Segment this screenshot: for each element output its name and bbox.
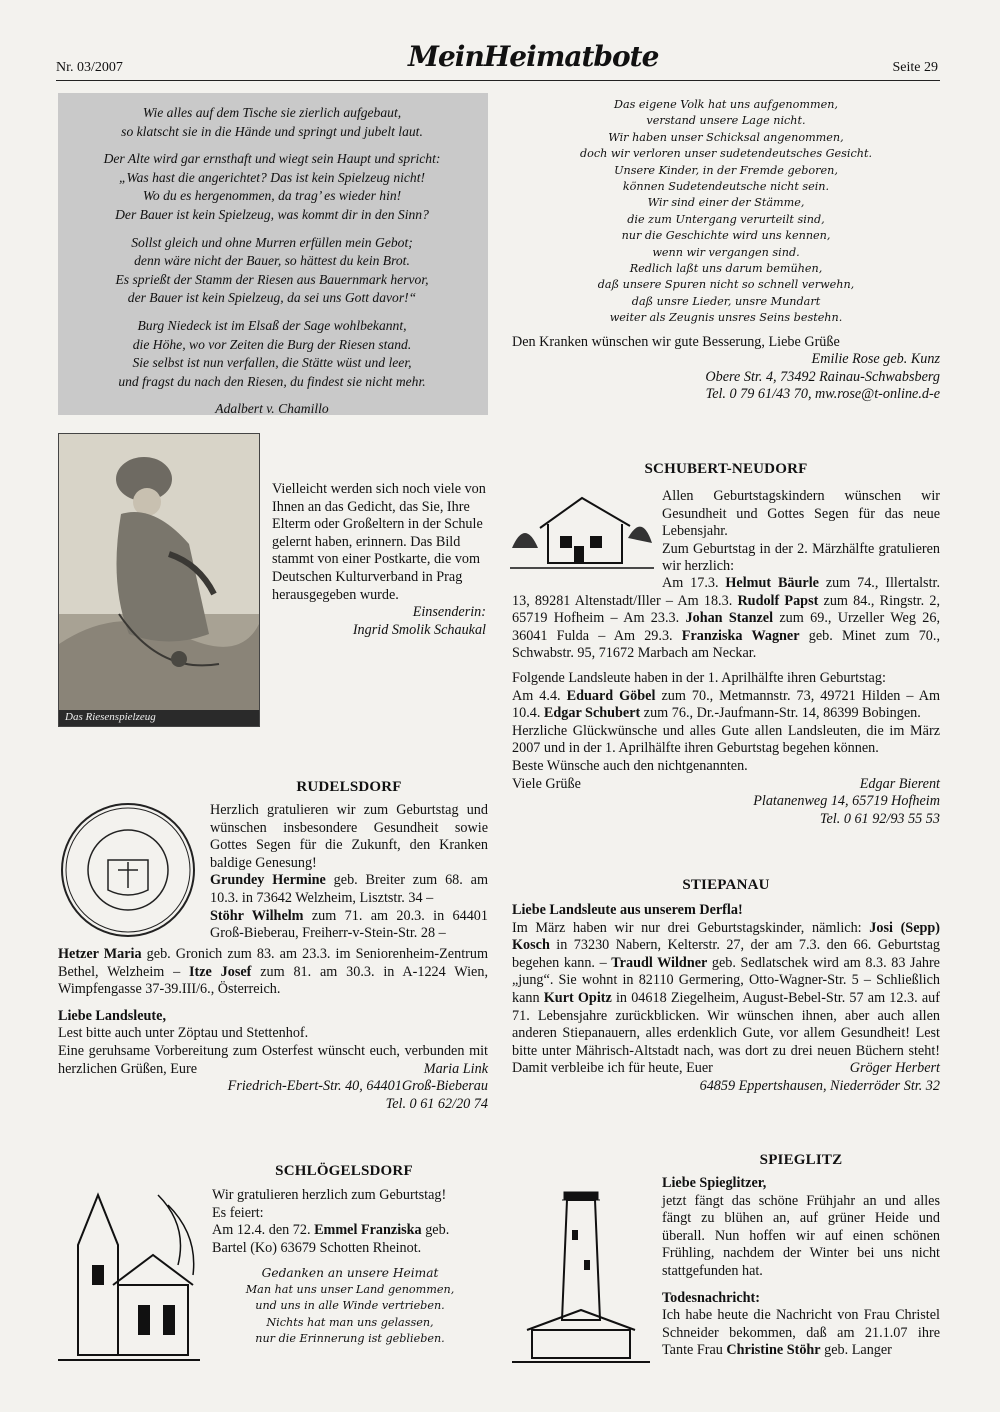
- right-poem-line: doch wir verloren unser sudetendeutsches Gesicht.: [579, 147, 873, 161]
- signature-phone: Tel. 0 61 62/20 74: [385, 1095, 488, 1112]
- section-title-rudelsdorf: RUDELSDORF: [296, 779, 402, 795]
- poem-line: die Höhe, wo vor Zeiten die Burg der Riesen stand.: [132, 336, 412, 352]
- birthday-name: Stöhr Wilhelm: [210, 907, 304, 924]
- poem-line: denn wäre nicht der Bauer, so hättest du kein Brot.: [134, 253, 410, 269]
- right-poem-line: Wir haben unser Schicksal angenommen,: [608, 130, 844, 144]
- right-poem-line: Das eigene Volk hat uns aufgenommen,: [614, 98, 838, 111]
- signature-name: Emilie Rose geb. Kunz: [811, 351, 940, 368]
- spieglitz-greeting: Liebe Spieglitzer,: [662, 1175, 767, 1191]
- heimat-poem-line: nur die Erinnerung ist geblieben.: [255, 1332, 445, 1345]
- signature-name: Edgar Bierent: [859, 775, 940, 792]
- poem-line: Es sprießt der Stamm der Riesen aus Bauernmark hervor,: [115, 271, 429, 287]
- stiepanau-text: geb. Sedlatschek wird am 8.3. 83 Jahre „jung“. Sie wohnt in 82110 Germering, Otto-Wagner-Str. 5 – Schließlich kann: [512, 954, 940, 1006]
- tower-icon: [512, 1170, 650, 1370]
- birthday-name: Eduard Göbel: [566, 687, 656, 704]
- poem-line: Der Alte wird gar ernsthaft und wiegt sein Haupt und spricht:: [103, 151, 441, 167]
- signature-phone: Tel. 0 79 61/43 70, mw.rose@t-online.d-e: [705, 386, 940, 403]
- right-poem-line: Unsere Kinder, in der Fremde geboren,: [614, 163, 838, 177]
- schubert-best-wishes: Beste Wünsche auch den nichtgenannten.: [512, 757, 748, 774]
- rudelsdorf-intro: Herzlich gratulieren wir zum Geburtstag und wünschen insbesondere Gesundheit sowie Gottes Segen für die Zukunft, den Kranken baldige Genesung!: [210, 802, 488, 871]
- poem-line: Der Bauer ist kein Spielzeug, was kommt dir in den Sinn?: [115, 206, 429, 222]
- right-poem-line: daß unsre Lieder, unsre Mundart: [631, 294, 821, 308]
- poem-line: Sollst gleich und ohne Murren erfüllen mein Gebot;: [131, 234, 413, 250]
- birthday-details: Am 12.4. den 72.: [212, 1222, 315, 1239]
- right-poem-line: nur die Geschichte wird uns kennen,: [621, 229, 831, 243]
- signature-name: Maria Link: [423, 1060, 488, 1077]
- heimat-poem-line: Nichts hat man uns gelassen,: [266, 1315, 434, 1329]
- postcard-image: [58, 433, 260, 727]
- schloegelsdorf-intro: Wir gratulieren herzlich zum Geburtstag!: [212, 1187, 447, 1203]
- poem-line: und fragst du nach den Riesen, du findest sie nicht mehr.: [118, 373, 426, 389]
- rudelsdorf-body-top: [210, 802, 488, 943]
- right-poem-line: Redlich laßt uns darum bemühen,: [629, 262, 823, 276]
- right-poem-line: können Sudetendeutsche nicht sein.: [622, 180, 830, 194]
- postcard-text: Vielleicht werden sich noch viele von Ihnen an das Gedicht, das Sie, Ihre Elterm oder Großeltern in der Schule gelernt haben, erinnern. Das Bild stammt von einer Postkarte, die vom Deutschen Kulturverband in Prag herausgegeben wurde.: [272, 481, 486, 603]
- signature-address: 64859 Eppertshausen, Niederröder Str. 32: [699, 1077, 940, 1094]
- poem-line: Wo du es hergenommen, da trag’ es wieder hin!: [142, 188, 402, 204]
- schubert-body-top: [662, 488, 940, 576]
- schubert-greeting: Viele Grüße: [512, 775, 581, 792]
- schubert-congrats: Herzliche Glückwünsche und alles Gute allen Landsleuten, die im März 2007 und in der 1. Aprilhälfte ihren Geburtstag begehen können.: [512, 722, 940, 757]
- birthday-details: Am 4.4.: [512, 687, 567, 704]
- rudelsdorf-body-bottom: [58, 946, 488, 1113]
- schloegelsdorf-title-wrap: [200, 1163, 488, 1180]
- birthday-details: geb. Minet zum 70., Schwabstr. 95, 71672 Marbach am Neckar.: [512, 627, 940, 662]
- farmhouse-icon: [510, 488, 654, 576]
- birthday-details: zum 70., Metmannstr. 73, 49721 Hilden – Am 10.4.: [512, 687, 940, 722]
- schubert-intro: Zum Geburtstag in der 2. Märzhälfte gratulieren wir herzlich:: [662, 540, 940, 575]
- right-poem-line: wenn wir vergangen sind.: [652, 245, 800, 259]
- header-rule: [56, 80, 940, 81]
- rudelsdorf-body-1: Lest bitte auch unter Zöptau und Stettenhof.: [58, 1025, 309, 1042]
- birthday-name: Traudl Wildner: [611, 954, 708, 971]
- signature-address: Obere Str. 4, 73492 Rainau-Schwabsberg: [705, 368, 940, 385]
- heimat-poem-line: Man hat uns unser Land genommen,: [245, 1282, 455, 1296]
- right-poem-line: weiter als Zeugnis unsres Seins bestehn.: [609, 311, 843, 325]
- birthday-name: Itze Josef: [189, 963, 252, 980]
- birthday-details: geb.: [421, 1222, 450, 1239]
- deceased-name: Christine Stöhr: [726, 1342, 821, 1359]
- schubert-april-intro: Folgende Landsleute haben in der 1. Aprilhälfte ihren Geburtstag:: [512, 669, 886, 686]
- death-notice-text: Ich habe heute die Nachricht von Frau Christel Schneider bekommen, daß am 21.1.07 ihre Tante Frau: [662, 1307, 940, 1359]
- poem-line: Burg Niedeck ist im Elsaß der Sage wohlbekannt,: [137, 317, 407, 333]
- sender-label: Einsenderin:: [412, 604, 486, 621]
- poem-line: Sie selbst ist nun verfallen, die Stätte wüst und leer,: [132, 355, 412, 371]
- right-poem-wish: Den Kranken wünschen wir gute Besserung, Liebe Grüße: [512, 333, 840, 350]
- section-title-schubert-neudorf: SCHUBERT-NEUDORF: [644, 461, 808, 477]
- section-title-spieglitz: SPIEGLITZ: [759, 1152, 843, 1168]
- birthday-details: zum 71. am 20.3. in 64401 Groß-Bieberau, Freiherr-v-Stein-Str. 28 –: [210, 907, 488, 942]
- church-icon: [58, 1185, 200, 1363]
- birthday-details: geb. Gronich zum 83. am 23.3. im Seniorenheim-Zentrum Bethel, Welzheim –: [58, 946, 488, 980]
- stiepanau-text: in 04618 Ziegelheim, August-Bebel-Str. 57 am 12.3. auf 71. Lebensjahre zurückblicken. Wir wünschen ihnen, aber auch allen anderen Stiepanauern, alles erdenklich Gute, vor allem Gesundheit! Lest bitte unter Mährisch-Altstadt nach, was dort zu drei neuen Büchern steht! Damit verbleibe ich für heute, Euer: [512, 989, 940, 1077]
- poem-line: der Bauer ist kein Spielzeug, da sei uns Gott davor!“: [127, 290, 417, 306]
- house-drawing: [510, 488, 654, 576]
- birthday-details: zum 76., Dr.-Jaufmann-Str. 14, 86399 Bobingen.: [640, 705, 921, 722]
- postcard-caption: Das Riesenspielzeug: [65, 711, 156, 723]
- birthday-details: Am 17.3.: [662, 575, 726, 591]
- birthday-name: Edgar Schubert: [543, 705, 641, 722]
- schubert-body: [512, 575, 940, 828]
- schubert-wish: Allen Geburtstagskindern wünschen wir Gesundheit und Gottes Segen für das neue Lebensjahr.: [662, 488, 940, 540]
- spieglitz-title-wrap: [662, 1152, 940, 1169]
- stiepanau-greeting: Liebe Landsleute aus unserem Derfla!: [512, 902, 743, 918]
- postcard-note: [272, 481, 486, 639]
- schloegelsdorf-line4: Bartel (Ko) 63679 Schotten Rheinot.: [212, 1239, 422, 1256]
- heimat-poem-title: Gedanken an unsere Heimat: [261, 1266, 439, 1281]
- signature-phone: Tel. 0 61 92/93 55 53: [819, 810, 940, 827]
- birthday-name: Kurt Opitz: [543, 989, 612, 1006]
- stiepanau-text: in 73230 Nabern, Kelterstr. 27, der am 7.3. den 66. Geburtstag begehen kann. –: [512, 937, 940, 971]
- birthday-details: geb. Breiter zum 68. am 10.3. in 73642 Welzheim, Lisztstr. 34 –: [210, 872, 488, 906]
- rudelsdorf-body-2: Eine geruhsame Vorbereitung zum Osterfest wünscht euch, verbunden mit herzlichen Grüßen, Eure: [58, 1042, 488, 1077]
- death-notice-text: geb. Langer: [820, 1342, 892, 1359]
- birthday-details: zum 74., Illertalstr. 13, 89281 Altenstadt/Iller – Am 18.3.: [512, 575, 941, 609]
- heimat-poem-line: und uns in alle Winde vertrieben.: [255, 1299, 445, 1313]
- rudelsdorf-title-wrap: [210, 779, 488, 796]
- birthday-details: zum 84., Ringstr. 2, 65719 Hofheim – Am 23.3.: [512, 592, 940, 627]
- sender-name: Ingrid Smolik Schaukal: [352, 621, 486, 638]
- signature-address: Platanenweg 14, 65719 Hofheim: [753, 793, 940, 810]
- giantess-illustration: [59, 434, 259, 726]
- tower-drawing: [512, 1170, 650, 1370]
- birthday-name: Johan Stanzel: [685, 610, 774, 627]
- birthday-name: Helmut Bäurle: [725, 575, 819, 591]
- poem-line: „Was hast die angerichtet? Das ist kein Spielzeug nicht!: [118, 169, 426, 185]
- birthday-name: Hetzer Maria: [58, 946, 142, 962]
- spieglitz-body: [662, 1175, 940, 1360]
- right-poem-line: daß unsere Spuren nicht so schnell verwehn,: [597, 278, 855, 292]
- rudelsdorf-seal: [58, 800, 198, 940]
- birthday-name: Grundey Hermine: [210, 872, 326, 889]
- right-poem-line: verstand unsere Lage nicht.: [646, 114, 806, 128]
- newspaper-title: MeinHeimatbote: [408, 40, 659, 73]
- right-poem: [512, 97, 940, 404]
- birthday-name: Rudolf Papst: [737, 592, 819, 609]
- signature-address: Friedrich-Ebert-Str. 40, 64401Groß-Bieberau: [227, 1078, 488, 1095]
- issue-number: Nr. 03/2007: [56, 60, 123, 75]
- church-drawing: [58, 1185, 200, 1363]
- birthday-details: zum 81. am 30.3. in A-1224 Wien, Wimpfengasse 37-39.III/6., Österreich.: [58, 963, 488, 998]
- rudelsdorf-greeting: Liebe Landsleute,: [58, 1007, 166, 1024]
- stiepanau-section: [512, 877, 940, 1096]
- right-poem-line: die zum Untergang verurteilt sind,: [627, 212, 825, 226]
- poem-line: so klatscht sie in die Hände und springt und jubelt laut.: [121, 123, 423, 139]
- schubert-title-wrap: [512, 461, 940, 478]
- poem-box-text: [62, 104, 482, 419]
- poem-line: Wie alles auf dem Tische sie zierlich aufgebaut,: [142, 105, 402, 120]
- spieglitz-text: jetzt fängt das schöne Frühjahr an und alles fängt zu blühen an, auf grüner Heide und überall. Nun hoffen wir auf einen schönen Frühling, nachdem der Winter bei uns nicht stattgefunden hat.: [662, 1192, 940, 1279]
- stiepanau-text: Im März haben wir nur drei Geburtstagskinder, nämlich:: [512, 919, 870, 936]
- signature-name: Gröger Herbert: [849, 1060, 940, 1077]
- poem-author: Adalbert v. Chamillo: [215, 401, 329, 417]
- birthday-details: zum 69., Urzeller Weg 26, 36041 Fulda – Am 29.3.: [512, 610, 940, 644]
- birthday-name: Josi (Sepp) Kosch: [512, 919, 940, 954]
- section-title-schloegelsdorf: SCHLÖGELSDORF: [275, 1163, 413, 1179]
- schloegelsdorf-line2: Es feiert:: [212, 1204, 264, 1221]
- seal-icon: [58, 800, 198, 940]
- page-number: Seite 29: [892, 60, 938, 75]
- death-notice-title: Todesnachricht:: [662, 1289, 761, 1306]
- schloegelsdorf-body: [212, 1187, 488, 1347]
- birthday-name: Franziska Wagner: [681, 627, 800, 644]
- birthday-name: Emmel Franziska: [314, 1222, 422, 1239]
- right-poem-line: Wir sind einer der Stämme,: [647, 196, 805, 210]
- section-title-stiepanau: STIEPANAU: [682, 877, 770, 893]
